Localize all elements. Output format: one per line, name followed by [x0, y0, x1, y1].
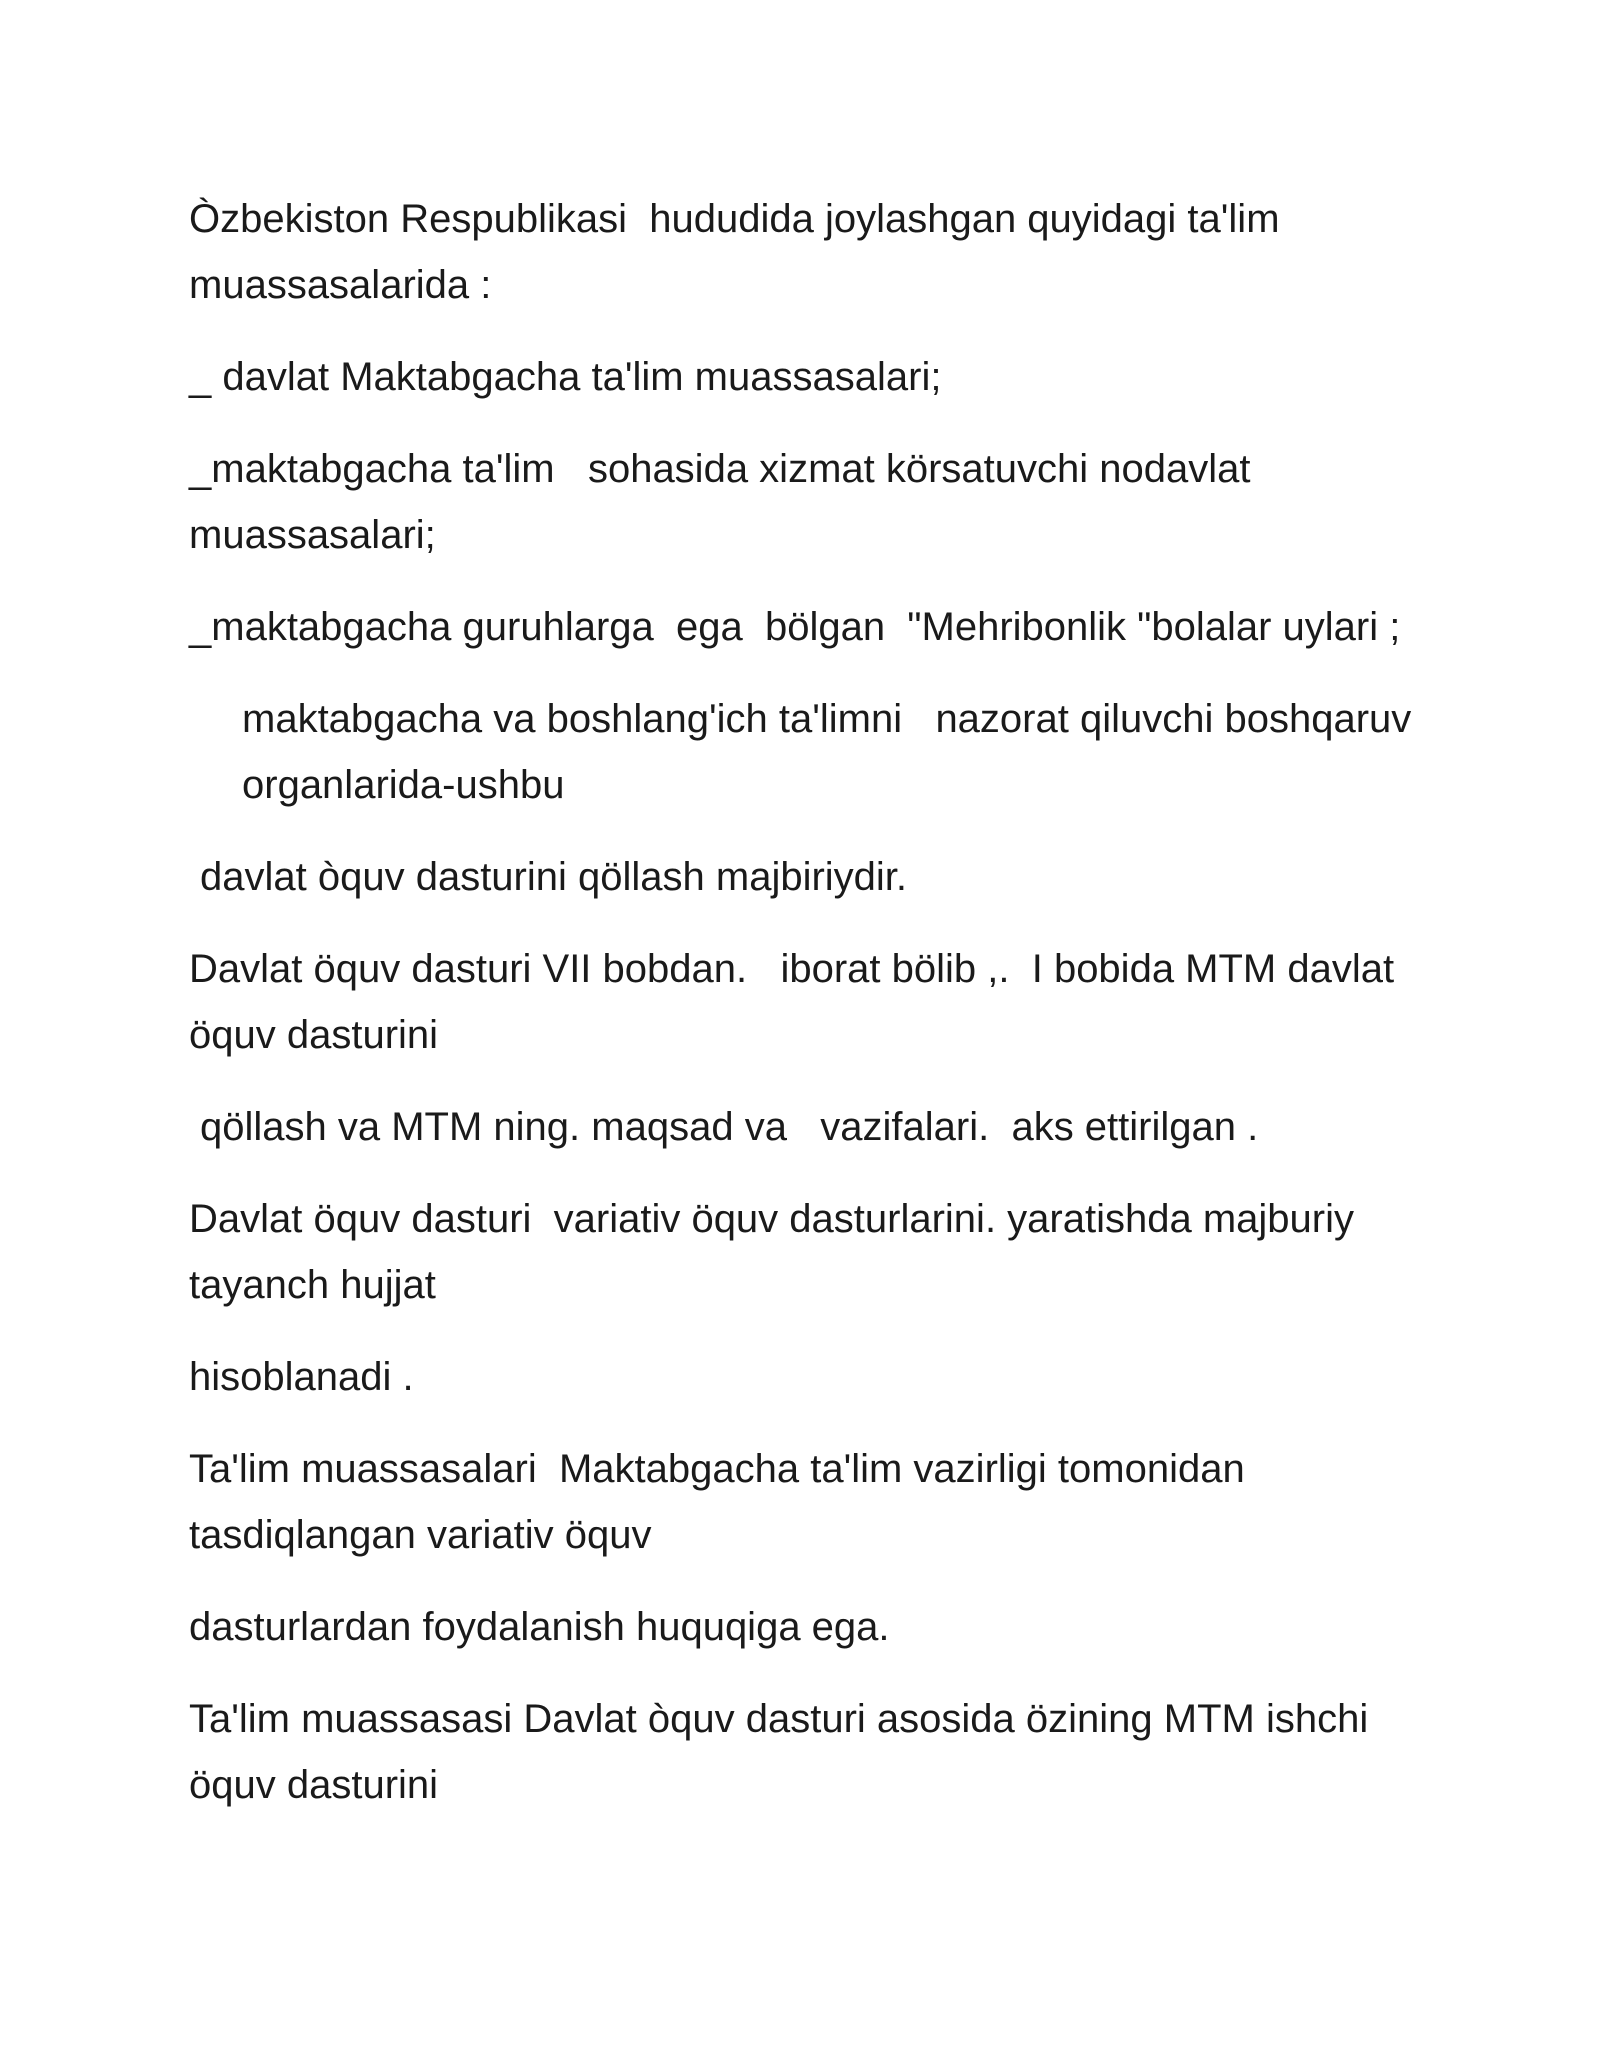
list-item-mehribonlik-homes: _maktabgacha guruhlarga ega bölgan "Mehribonlik "bolalar uylari ;: [189, 605, 1401, 649]
paragraph-variative-basis: Davlat öquv dasturi variativ öquv dasturlarini. yaratishda majburiy tayanch hujjat: [189, 1197, 1366, 1307]
list-item-nonstate-institutions: _maktabgacha ta'lim sohasida xizmat körsatuvchi nodavlat muassasalari;: [189, 447, 1262, 557]
paragraph-institution-rights: Ta'lim muassasalari Maktabgacha ta'lim vazirligi tomonidan tasdiqlangan variativ öquv: [189, 1447, 1256, 1557]
paragraph-intro: Òzbekiston Respublikasi hududida joylashgan quyidagi ta'lim muassasalarida :: [189, 197, 1291, 307]
list-item-management-bodies: maktabgacha va boshlang'ich ta'limni nazorat qiluvchi boshqaruv organlarida-ushbu: [242, 697, 1423, 807]
paragraph-program-structure: Davlat öquv dasturi VII bobdan. iborat bölib ,. I bobida MTM davlat öquv dasturini: [189, 947, 1406, 1057]
document-body: [189, 186, 1423, 1844]
paragraph-working-program: Ta'lim muassasasi Davlat òquv dasturi asosida özining MTM ishchi öquv dasturini: [189, 1697, 1380, 1807]
paragraph-obligation: davlat òquv dasturini qöllash majbiriydir.: [200, 855, 908, 899]
paragraph-usage-right: dasturlardan foydalanish huquqiga ega.: [189, 1605, 890, 1649]
list-item-state-preschools: _ davlat Maktabgacha ta'lim muassasalari;: [189, 355, 942, 399]
paragraph-considered: hisoblanadi .: [189, 1355, 414, 1399]
paragraph-goals: qöllash va MTM ning. maqsad va vazifalari. aks ettirilgan .: [200, 1105, 1259, 1149]
